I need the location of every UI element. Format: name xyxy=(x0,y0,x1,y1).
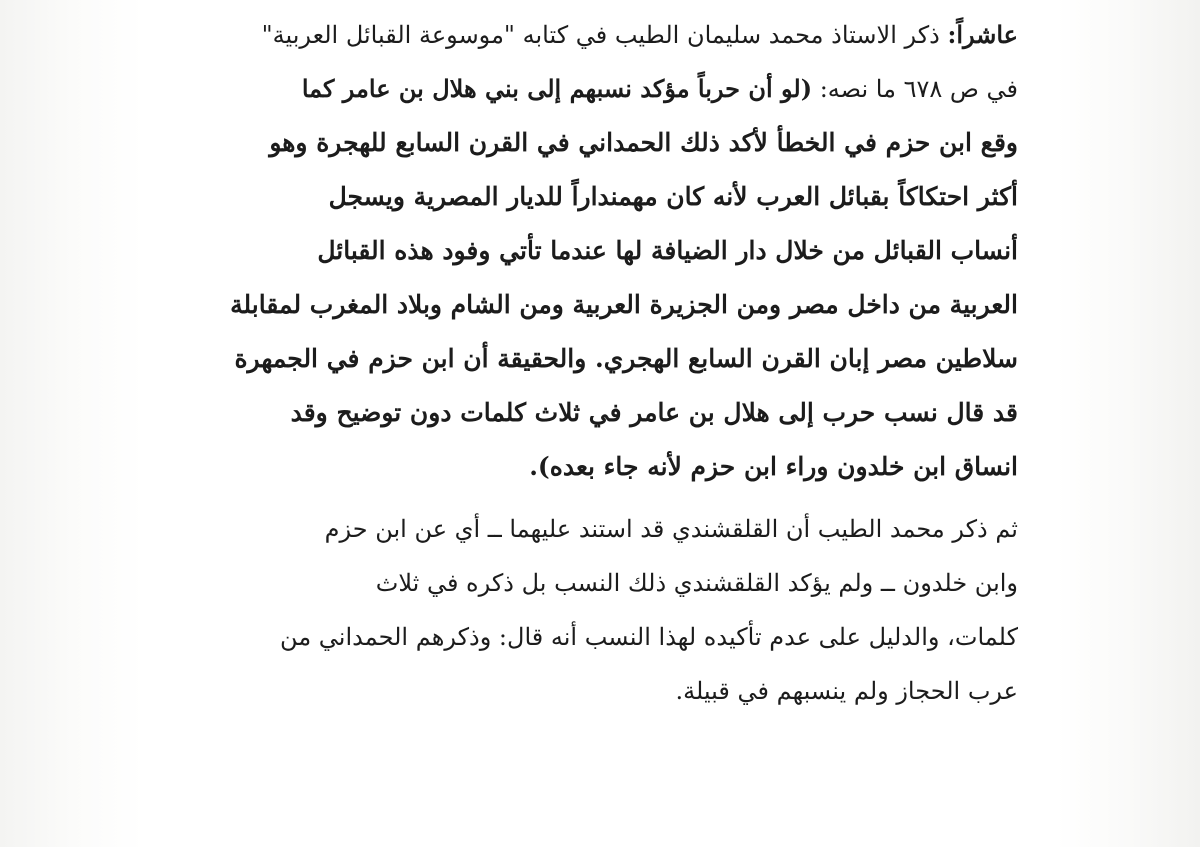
text-line-11: وابن خلدون ــ ولم يؤكد القلقشندي ذلك النسب بل ذكره في ثلاث xyxy=(375,569,1018,597)
text-line-6: العربية من داخل مصر ومن الجزيرة العربية ومن الشام وبلاد المغرب لمقابلة xyxy=(230,290,1018,319)
text-line-9: انساق ابن خلدون وراء ابن حزم لأنه جاء بعده). xyxy=(529,452,1018,481)
paragraph-lead-word: عاشراً: xyxy=(947,20,1018,49)
text-line-7: سلاطين مصر إبان القرن السابع الهجري. والحقيقة أن ابن حزم في الجمهرة xyxy=(234,344,1018,373)
text-line-12: كلمات، والدليل على عدم تأكيده لهذا النسب أنه قال: وذكرهم الحمداني من xyxy=(280,623,1018,651)
text-line-8: قد قال نسب حرب إلى هلال بن عامر في ثلاث كلمات دون توضيح وقد xyxy=(290,398,1018,427)
paragraph-1 xyxy=(128,8,1018,494)
text-line-13: عرب الحجاز ولم ينسبهم في قبيلة. xyxy=(675,677,1018,705)
text-line-4: أكثر احتكاكاً بقبائل العرب لأنه كان مهمنداراً للديار المصرية ويسجل xyxy=(328,182,1018,211)
paragraph-2 xyxy=(128,502,1018,718)
arabic-text-block xyxy=(128,8,1018,718)
quote-start: (لو أن حرباً مؤكد نسبهم إلى بني هلال بن عامر كما xyxy=(301,74,813,103)
text-line-3: وقع ابن حزم في الخطأ لأكد ذلك الحمداني في القرن السابع للهجرة وهو xyxy=(269,128,1018,157)
text-line-2 xyxy=(128,62,1018,116)
text-line-1-rest: ذكر الاستاذ محمد سليمان الطيب في كتابه "موسوعة القبائل العربية" xyxy=(261,21,948,49)
text-line-1 xyxy=(128,8,1018,62)
text-line-10: ثم ذكر محمد الطيب أن القلقشندي قد استند عليهما ــ أي عن ابن حزم xyxy=(324,515,1018,543)
text-line-2-plain: في ص ٦٧٨ ما نصه: xyxy=(812,75,1018,103)
text-line-5: أنساب القبائل من خلال دار الضيافة لها عندما تأتي وفود هذه القبائل xyxy=(317,236,1018,265)
